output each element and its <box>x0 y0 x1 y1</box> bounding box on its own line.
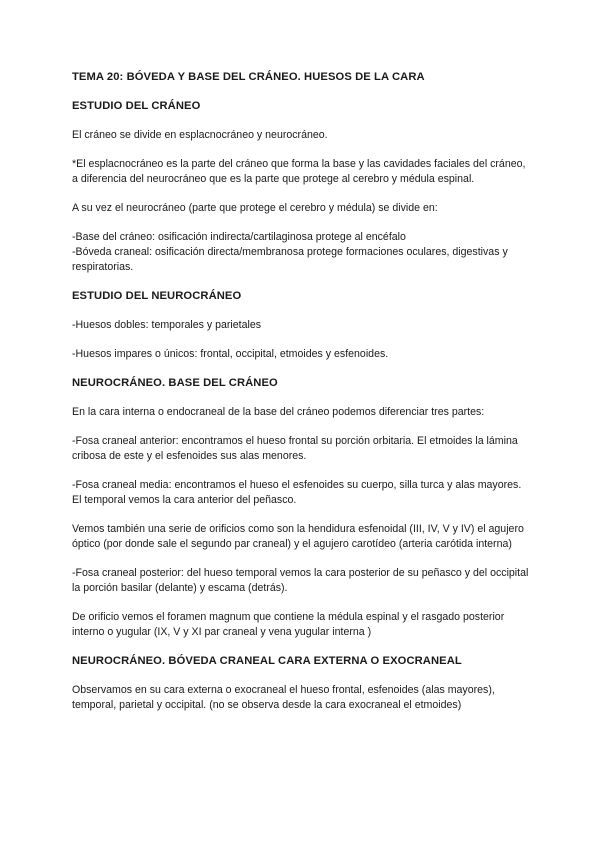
section-heading-boveda-craneal: NEUROCRÁNEO. BÓVEDA CRANEAL CARA EXTERNA O EXOCRANEAL <box>72 655 462 667</box>
paragraph: En la cara interna o endocraneal de la base del cráneo podemos diferenciar tres partes: <box>72 406 485 418</box>
section-heading-estudio-craneo: ESTUDIO DEL CRÁNEO <box>72 100 201 112</box>
paragraph: -Fosa craneal media: encontramos el hueso el esfenoides su cuerpo, silla turca y alas mayores. El temporal vemos la cara anterior del peñasco. <box>72 479 522 506</box>
section-heading-estudio-neurocraneo: ESTUDIO DEL NEUROCRÁNEO <box>72 290 242 302</box>
paragraph: De orificio vemos el foramen magnum que contiene la médula espinal y el rasgado posterior interno o yugular (IX, V y XI par craneal y vena yugular interna ) <box>72 611 505 638</box>
paragraph: -Bóveda craneal: osificación directa/membranosa protege formaciones oculares, digestivas y respiratorias. <box>72 246 508 273</box>
paragraph: El cráneo se divide en esplacnocráneo y neurocráneo. <box>72 129 328 141</box>
paragraph: Vemos también una serie de orificios como son la hendidura esfenoidal (III, IV, V y IV) el agujero óptico (por donde sale el segundo par craneal) y el agujero carotídeo (arteria carótida interna) <box>72 523 524 550</box>
paragraph: Observamos en su cara externa o exocraneal el hueso frontal, esfenoides (alas mayores), temporal, parietal y occipital. (no se observa desde la cara exocraneal el etmoides) <box>72 684 495 711</box>
paragraph: -Huesos impares o únicos: frontal, occipital, etmoides y esfenoides. <box>72 348 389 360</box>
paragraph: A su vez el neurocráneo (parte que protege el cerebro y médula) se divide en: <box>72 202 438 214</box>
paragraph: -Fosa craneal anterior: encontramos el hueso frontal su porción orbitaria. El etmoides la lámina cribosa de este y el esfenoides sus alas menores. <box>72 435 518 462</box>
paragraph: -Huesos dobles: temporales y parietales <box>72 319 262 331</box>
document-title: TEMA 20: BÓVEDA Y BASE DEL CRÁNEO. HUESOS DE LA CARA <box>72 71 425 83</box>
paragraph: *El esplacnocráneo es la parte del cráneo que forma la base y las cavidades faciales del cráneo, a diferencia del neurocráneo que es la parte que protege al cerebro y médula espinal. <box>72 158 526 185</box>
paragraph: -Fosa craneal posterior: del hueso temporal vemos la cara posterior de su peñasco y del occipital la porción basilar (delante) y escama (detrás). <box>72 567 529 594</box>
document-page <box>72 70 532 713</box>
paragraph: -Base del cráneo: osificación indirecta/cartilaginosa protege al encéfalo <box>72 231 406 243</box>
section-heading-base-craneo: NEUROCRÁNEO. BASE DEL CRÁNEO <box>72 377 278 389</box>
